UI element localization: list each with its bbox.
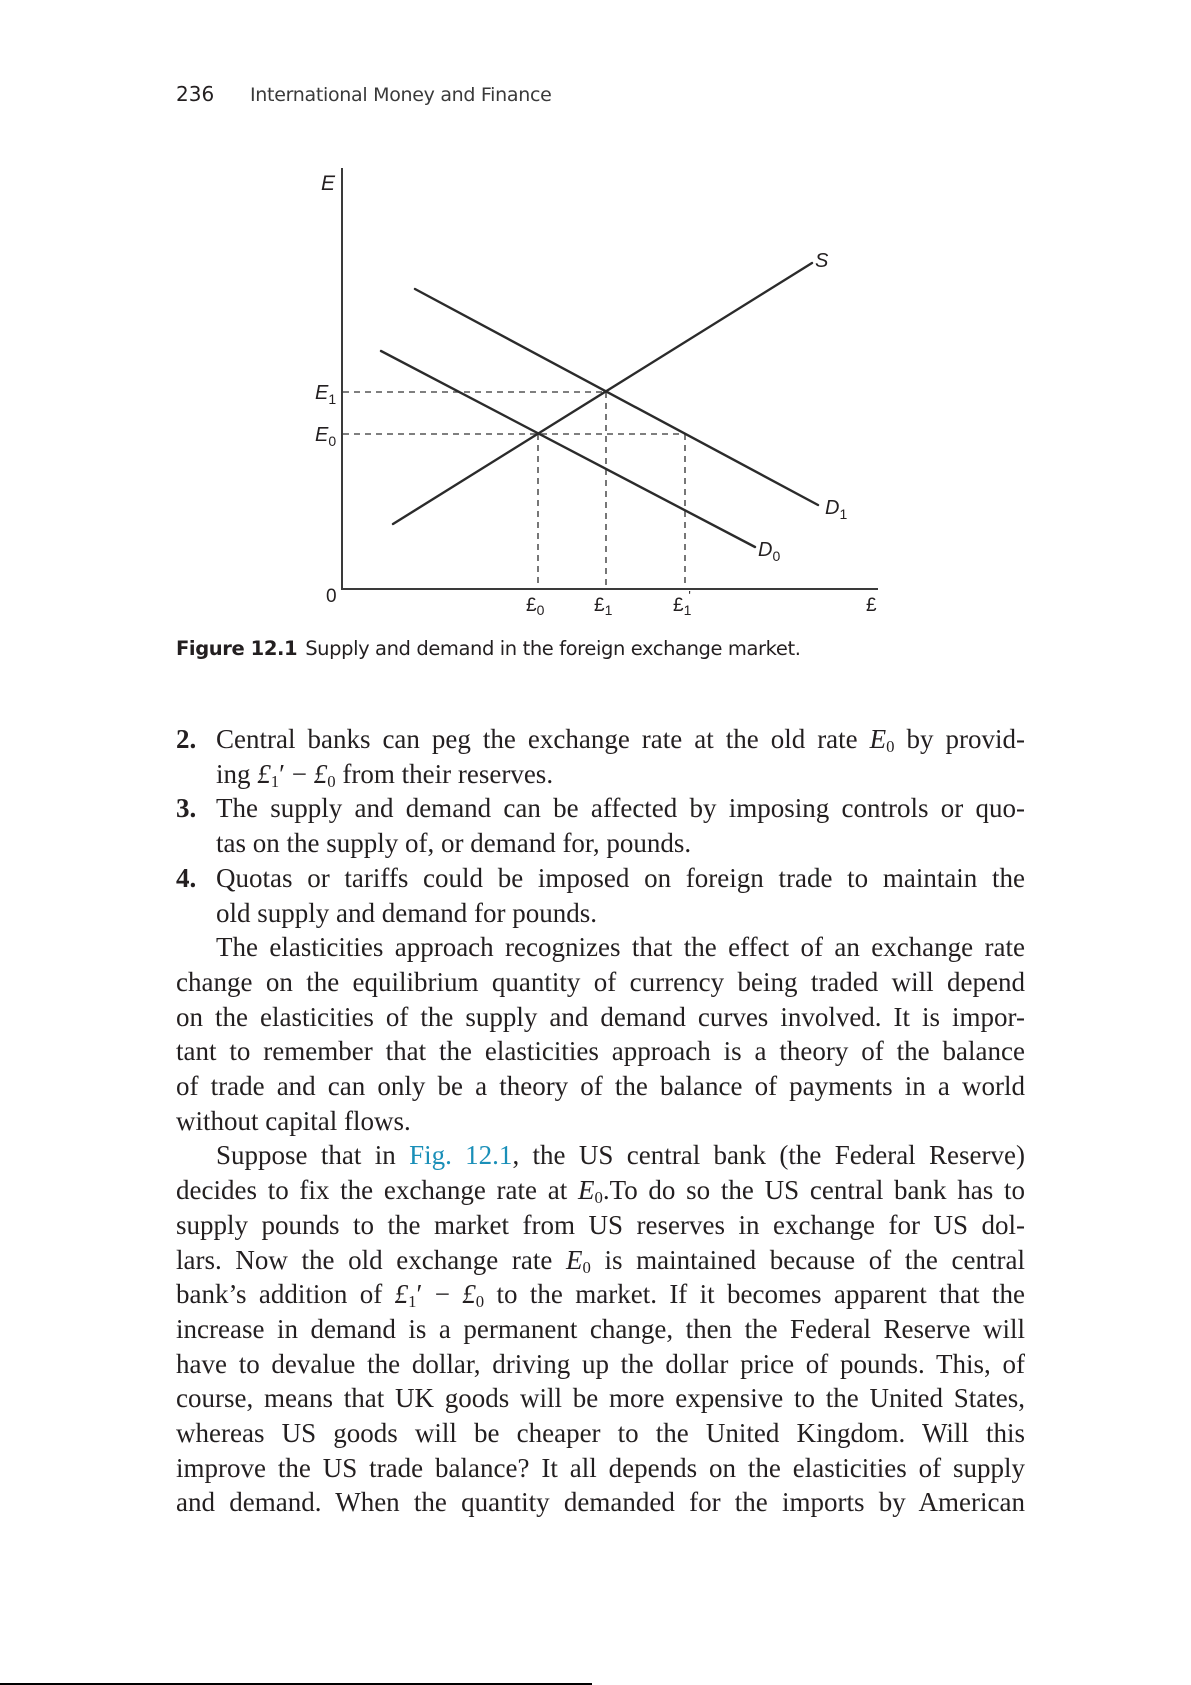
pound1-tick-label: $£_1$ (594, 595, 613, 618)
pound0-tick-label: $£_0$ (526, 595, 545, 618)
text-line: decides to fix the exchange rate at $E_0.To$ do so the US central bank has to (176, 1175, 1025, 1208)
paragraph-suppose (176, 1138, 1025, 1520)
text-line: old supply and demand for pounds. (216, 897, 597, 928)
list-item-2 (176, 722, 1025, 791)
e0-label: $E_0$ (315, 424, 337, 449)
text-line: on the elasticities of the supply and demand curves involved. It is impor- (176, 1001, 1025, 1032)
list-number: 3. (176, 793, 197, 824)
figure-caption (176, 637, 801, 660)
text-line: tas on the supply of, or demand for, pounds. (216, 828, 692, 859)
text-line: lars. Now the old exchange rate $E_0$ is maintained because of the central (176, 1244, 1025, 1277)
text-line: course, means that UK goods will be more expensive to the United States, (176, 1383, 1025, 1414)
figure-caption-text: Supply and demand in the foreign exchange market. (305, 637, 801, 660)
text-line: Quotas or tariffs could be imposed on foreign trade to maintain the (216, 862, 1025, 893)
text-line: ing $£_1'$ − $£_0$ from their reserves. (216, 758, 554, 791)
paragraph-elasticities (176, 930, 1025, 1138)
text-line: The supply and demand can be affected by imposing controls or quo- (216, 793, 1025, 824)
text-line: have to devalue the dollar, driving up the dollar price of pounds. This, of (176, 1348, 1025, 1379)
list-number: 4. (176, 862, 197, 893)
text-line: The elasticities approach recognizes that the effect of an exchange rate (216, 932, 1025, 963)
list-item-3 (176, 791, 1025, 860)
figure-reference-link[interactable]: Fig. 12.1 (409, 1140, 513, 1171)
running-title: International Money and Finance (250, 84, 552, 106)
text-line: bank’s addition of $£_1'$ − $£_0$ to the market. If it becomes apparent that the (176, 1279, 1025, 1312)
text-line: of trade and can only be a theory of the balance of payments in a world (176, 1071, 1025, 1102)
text-line: whereas US goods will be cheaper to the United Kingdom. Will this (176, 1418, 1025, 1449)
text-line: and demand. When the quantity demanded for the imports by American (176, 1487, 1025, 1518)
text-line: supply pounds to the market from US reserves in exchange for US dol- (176, 1209, 1025, 1240)
figure-caption-label: Figure 12.1 (176, 637, 298, 660)
origin-label: 0 (326, 586, 337, 607)
text-line: without capital flows. (176, 1105, 411, 1136)
y-axis-label: E (321, 172, 336, 195)
body-text (176, 722, 1025, 1520)
list-number: 2. (176, 724, 197, 754)
text-line: improve the US trade balance? It all depends on the elasticities of supply (176, 1452, 1025, 1483)
d1-label: $D_1$ (825, 497, 848, 522)
supply-demand-chart (0, 0, 1191, 630)
e1-label: $E_1$ (315, 382, 337, 407)
demand-curve-d0 (381, 351, 755, 547)
text-line: Central banks can peg the exchange rate at the old rate $E_0$ by provid- (216, 724, 1026, 757)
supply-curve (393, 263, 812, 524)
x-axis-label: £ (866, 595, 877, 616)
page-number: 236 (176, 82, 215, 106)
supply-label: S (815, 250, 829, 272)
text-line: increase in demand is a permanent change, then the Federal Reserve will (176, 1313, 1025, 1344)
list-item-4 (176, 861, 1025, 930)
text-line: Suppose that in Fig. 12.1, the US central bank (the Federal Reserve) (216, 1140, 1025, 1171)
text-line: change on the equilibrium quantity of currency being traded will depend (176, 966, 1025, 997)
d0-label: $D_0$ (758, 539, 781, 564)
pound1-prime-tick-label: $£_1'$ (673, 588, 692, 618)
text-line: tant to remember that the elasticities approach is a theory of the balance (176, 1036, 1025, 1067)
